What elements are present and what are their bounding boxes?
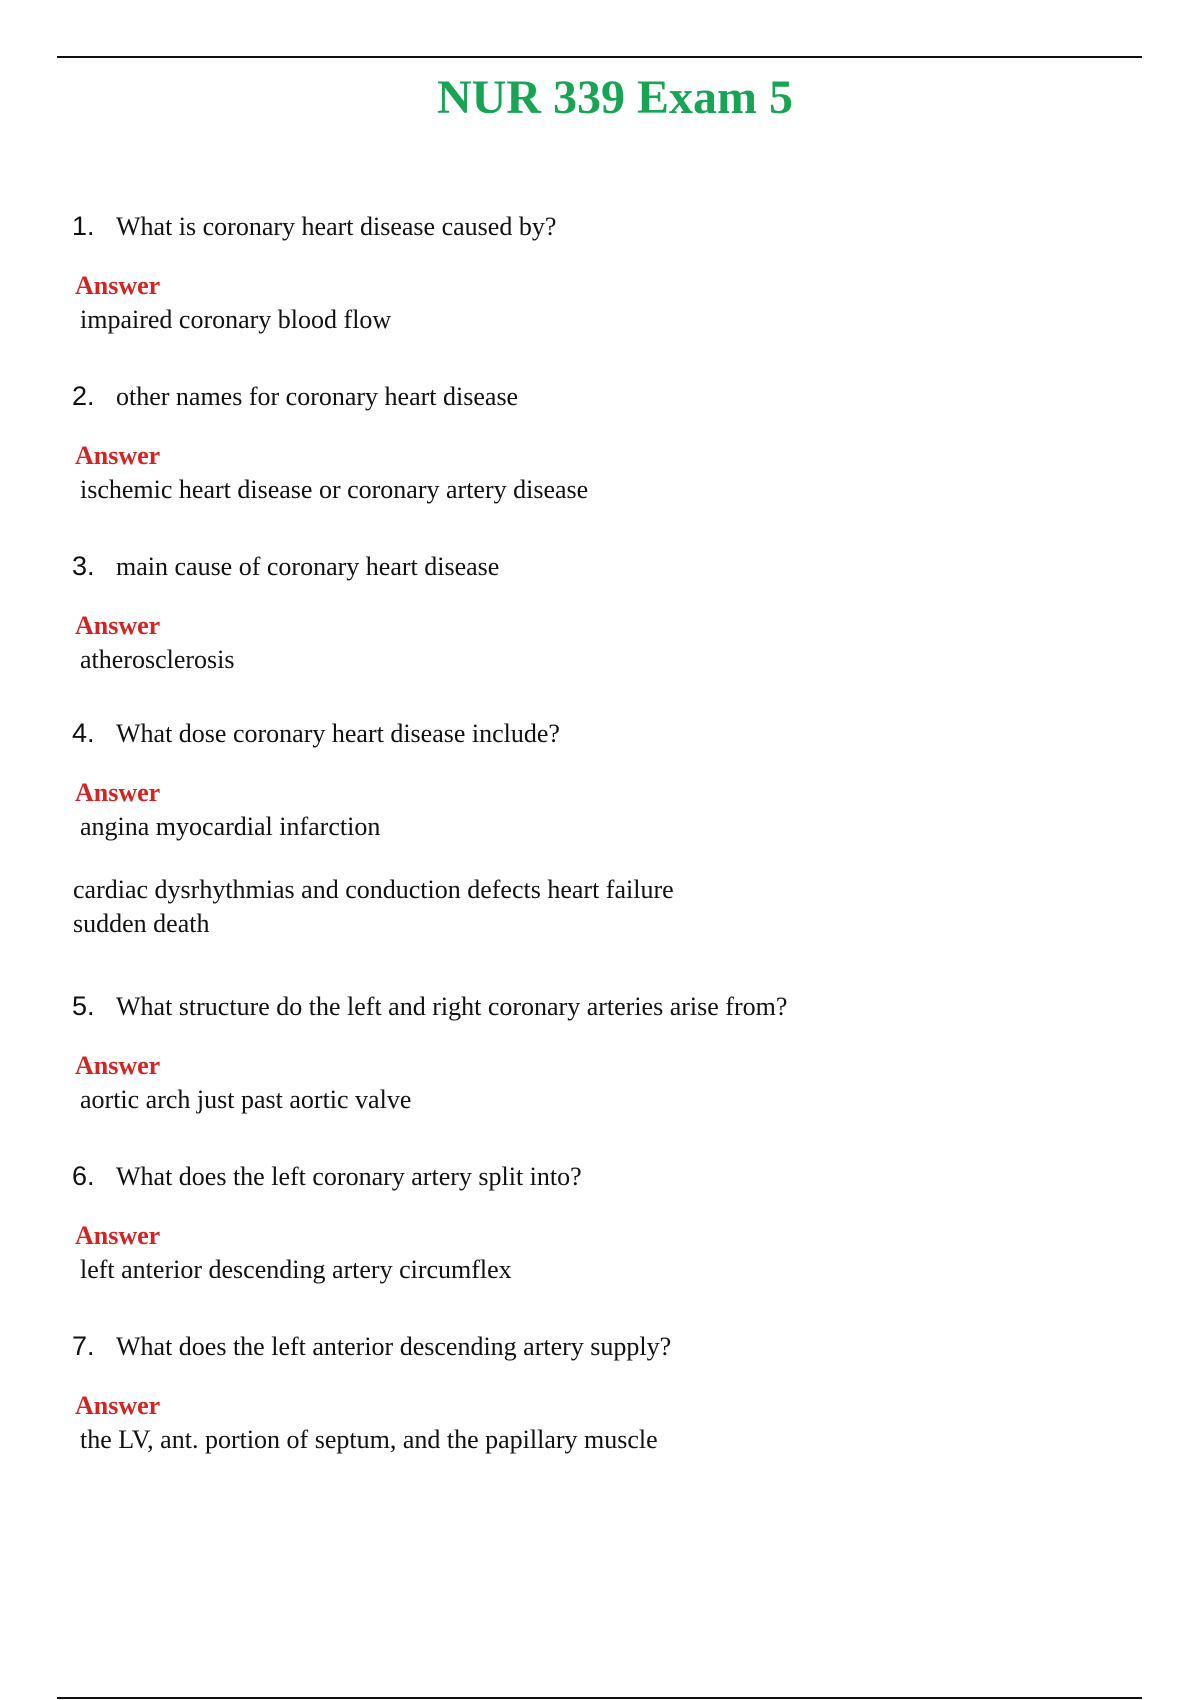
answer-label: Answer: [75, 271, 161, 301]
question-number: 2.: [72, 381, 95, 411]
question-text: What does the left coronary artery split into?: [116, 1162, 582, 1191]
qa-item-5: [72, 990, 1122, 1116]
question: [72, 210, 1122, 242]
question-number: 6.: [72, 1161, 95, 1191]
qa-item-4: [72, 717, 1122, 941]
answer-text: aortic arch just past aortic valve: [80, 1084, 412, 1114]
document-title: NUR 339 Exam 5: [437, 71, 793, 124]
answer-continuation-line: sudden death: [73, 908, 210, 938]
answer-label: Answer: [75, 441, 161, 471]
qa-item-7: [72, 1330, 1122, 1456]
qa-item-6: [72, 1160, 1122, 1286]
top-rule: [57, 56, 1142, 58]
answer-continuation-line: cardiac dysrhythmias and conduction defects heart failure: [73, 875, 674, 905]
question-text: What dose coronary heart disease include?: [116, 719, 560, 748]
answer-continuation: [72, 873, 1122, 941]
answer-text: atherosclerosis: [80, 644, 235, 674]
question-number: 3.: [72, 551, 95, 581]
question: [72, 550, 1122, 582]
answer-text: left anterior descending artery circumflex: [80, 1254, 512, 1284]
answer-label: Answer: [75, 1051, 161, 1081]
qa-item-1: [72, 210, 1122, 336]
question: [72, 1330, 1122, 1362]
question: [72, 380, 1122, 412]
question-number: 4.: [72, 718, 95, 748]
answer-label: Answer: [75, 1391, 161, 1421]
question-text: What is coronary heart disease caused by?: [116, 212, 557, 241]
bottom-rule: [57, 1697, 1142, 1699]
answer-text: the LV, ant. portion of septum, and the papillary muscle: [80, 1424, 658, 1454]
question: [72, 1160, 1122, 1192]
qa-item-2: [72, 380, 1122, 506]
answer-text: impaired coronary blood flow: [80, 304, 392, 334]
answer-label: Answer: [75, 611, 161, 641]
answer-label: Answer: [75, 778, 161, 808]
question-text: What does the left anterior descending artery supply?: [116, 1332, 672, 1361]
question-number: 1.: [72, 211, 95, 241]
qa-item-3: [72, 550, 1122, 676]
question-text: What structure do the left and right coronary arteries arise from?: [116, 992, 788, 1021]
answer-label: Answer: [75, 1221, 161, 1251]
answer-text: ischemic heart disease or coronary artery disease: [80, 474, 589, 504]
question: [72, 990, 1122, 1022]
question-number: 5.: [72, 991, 95, 1021]
question-text: other names for coronary heart disease: [116, 382, 519, 411]
question-text: main cause of coronary heart disease: [116, 552, 500, 581]
question: [72, 717, 1122, 749]
question-number: 7.: [72, 1331, 95, 1361]
answer-text: angina myocardial infarction: [80, 811, 381, 841]
